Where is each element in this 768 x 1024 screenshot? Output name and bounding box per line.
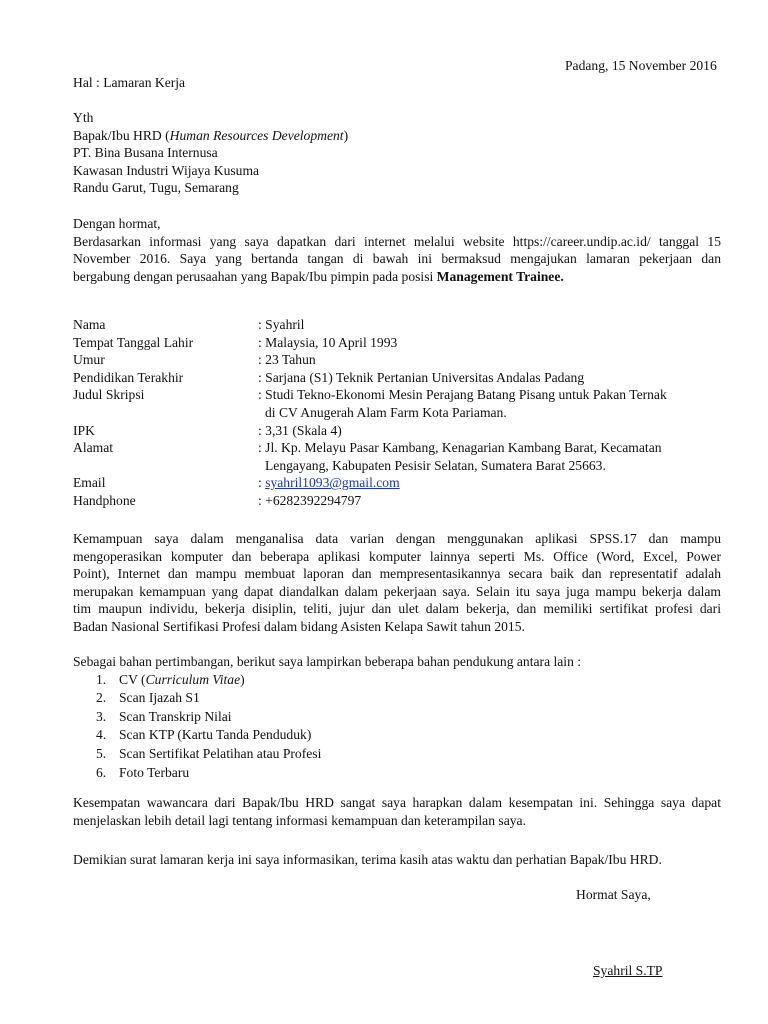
ability-line-2: mengoperasikan komputer dan beberapa aplikasi komputer lainnya seperti Ms. Office (Word, Excel, Power [73, 548, 721, 564]
place-date: Padang, 15 November 2016 [565, 58, 717, 73]
field-value: : 3,31 (Skala 4) [258, 422, 342, 438]
list-number: 6. [96, 764, 107, 780]
intro-line-2: November 2016. Saya yang bertanda tangan di bawah ini bermaksud mengajukan lamaran pekerjaan dan [73, 251, 721, 267]
field-label: Umur [73, 352, 105, 368]
field-label: Tempat Tanggal Lahir [73, 334, 194, 350]
list-item [73, 671, 721, 690]
ability-line-6: Badan Nasional Sertifikasi Profesi dalam bidang Asisten Kelapa Sawit tahun 2015. [73, 618, 525, 634]
ability-line-4: merupakan kemampuan yang dapat diandalkan dalam pekerjaan saya. Selain itu saya juga mampu bekerja dalam [73, 583, 721, 599]
intro-line-3-text: bergabung dengan perusaahan yang Bapak/Ibu pimpin pada posisi [73, 268, 437, 284]
field-email [73, 474, 721, 492]
list-number: 5. [96, 745, 107, 761]
attachments-section [73, 653, 721, 782]
list-number: 3. [96, 708, 107, 724]
field-alamat [73, 439, 721, 457]
email-link[interactable]: syahril1093@gmail.com [265, 475, 400, 491]
list-item [73, 726, 721, 745]
signature-name: Syahril S.TP [593, 963, 663, 978]
field-umur [73, 351, 721, 369]
intro-paragraph [73, 215, 721, 285]
intro-line-1: Berdasarkan informasi yang saya dapatkan dari internet melalui website https://career.undip.ac.id/ tanggal 15 [73, 233, 721, 249]
list-text: Scan Sertifikat Pelatihan atau Profesi [119, 745, 322, 761]
list-number: 1. [96, 671, 107, 687]
list-text: Scan KTP (Kartu Tanda Penduduk) [119, 727, 312, 743]
list-text: Scan Ijazah S1 [119, 690, 200, 706]
interview-paragraph [73, 794, 721, 829]
field-value: : +6282392294797 [258, 492, 362, 508]
recipient-city: Randu Garut, Tugu, Semarang [73, 180, 239, 196]
field-value: : Jl. Kp. Melayu Pasar Kambang, Kenagarian Kambang Barat, Kecamatan [258, 440, 662, 456]
field-ipk [73, 422, 721, 440]
field-value: : Studi Tekno-Ekonomi Mesin Perajang Batang Pisang untuk Pakan Ternak [258, 387, 667, 403]
recipient-hrd [73, 127, 721, 145]
list-item [73, 708, 721, 727]
field-handphone [73, 492, 721, 510]
field-value: : Syahril [258, 317, 305, 332]
field-label: Nama [73, 317, 106, 332]
field-pendidikan [73, 369, 721, 387]
email-colon: : [258, 475, 266, 491]
greeting: Dengan hormat, [73, 216, 161, 231]
field-value-continued: di CV Anugerah Alam Farm Kota Pariaman. [265, 404, 507, 420]
list-item [73, 764, 721, 783]
position-name: Management Trainee. [436, 268, 564, 284]
field-value: : Malaysia, 10 April 1993 [258, 334, 398, 350]
ability-line-5: tim maupun individu, bekerja disiplin, teliti, jujur dan ulet dalam bekerja, dan memiliki sertifikat profesi dari [73, 601, 721, 617]
recipient-company: PT. Bina Busana Internusa [73, 145, 218, 161]
recipient-hrd-suffix: ) [343, 127, 349, 143]
recipient-area: Kawasan Industri Wijaya Kusuma [73, 162, 260, 178]
recipient-block [73, 109, 721, 197]
list-text-italic: Curriculum Vitae [145, 671, 241, 687]
field-alamat-continued [73, 457, 721, 475]
list-text: Foto Terbaru [119, 764, 190, 780]
closing-sentence: Demikian surat lamaran kerja ini saya informasikan, terima kasih atas waktu dan perhatian Bapak/Ibu HRD. [73, 852, 662, 867]
list-number: 2. [96, 690, 107, 706]
field-label: IPK [73, 422, 95, 438]
identity-table [73, 316, 721, 510]
list-text: Scan Transkrip Nilai [119, 708, 232, 724]
field-value-continued: Lengayang, Kabupaten Pesisir Selatan, Sumatera Barat 25663. [265, 457, 606, 473]
subject-line: Hal : Lamaran Kerja [73, 75, 186, 90]
recipient-hrd-prefix: Bapak/Ibu HRD ( [73, 127, 170, 143]
attachments-intro: Sebagai bahan pertimbangan, berikut saya lampirkan beberapa bahan pendukung antara lain : [73, 654, 582, 669]
list-item [73, 745, 721, 764]
field-label: Email [73, 475, 106, 491]
list-text-prefix: CV ( [119, 671, 146, 687]
ability-line-3: Point), Internet dan mampu membuat laporan dan mempresentasikannya secara baik dan representatif adalah [73, 566, 721, 582]
interview-line-2: menjelaskan lebih detail lagi tentang informasi kemampuan dan keterampilan saya. [73, 812, 526, 828]
field-value [258, 474, 400, 492]
field-nama [73, 316, 721, 334]
interview-line-1: Kesempatan wawancara dari Bapak/Ibu HRD sangat saya harapkan dalam kesempatan ini. Sehingga saya dapat [73, 795, 721, 810]
field-value: : Sarjana (S1) Teknik Pertanian Universitas Andalas Padang [258, 369, 585, 385]
field-skripsi-continued [73, 404, 721, 422]
list-item [73, 689, 721, 708]
field-value: : 23 Tahun [258, 352, 316, 368]
field-label: Judul Skripsi [73, 387, 145, 403]
list-text-suffix: ) [240, 671, 245, 687]
ability-paragraph [73, 530, 721, 636]
intro-line-3 [73, 268, 721, 286]
list-number: 4. [96, 727, 107, 743]
field-label: Alamat [73, 440, 114, 456]
field-label: Pendidikan Terakhir [73, 369, 184, 385]
list-text [119, 671, 245, 690]
field-skripsi [73, 386, 721, 404]
ability-line-1: Kemampuan saya dalam menganalisa data varian dengan menggunakan aplikasi SPSS.17 dan mampu [73, 531, 721, 546]
recipient-yth: Yth [73, 110, 94, 125]
field-ttl [73, 334, 721, 352]
regards: Hormat Saya, [576, 887, 651, 902]
recipient-hrd-italic: Human Resources Development [169, 127, 344, 143]
field-label: Handphone [73, 492, 136, 508]
